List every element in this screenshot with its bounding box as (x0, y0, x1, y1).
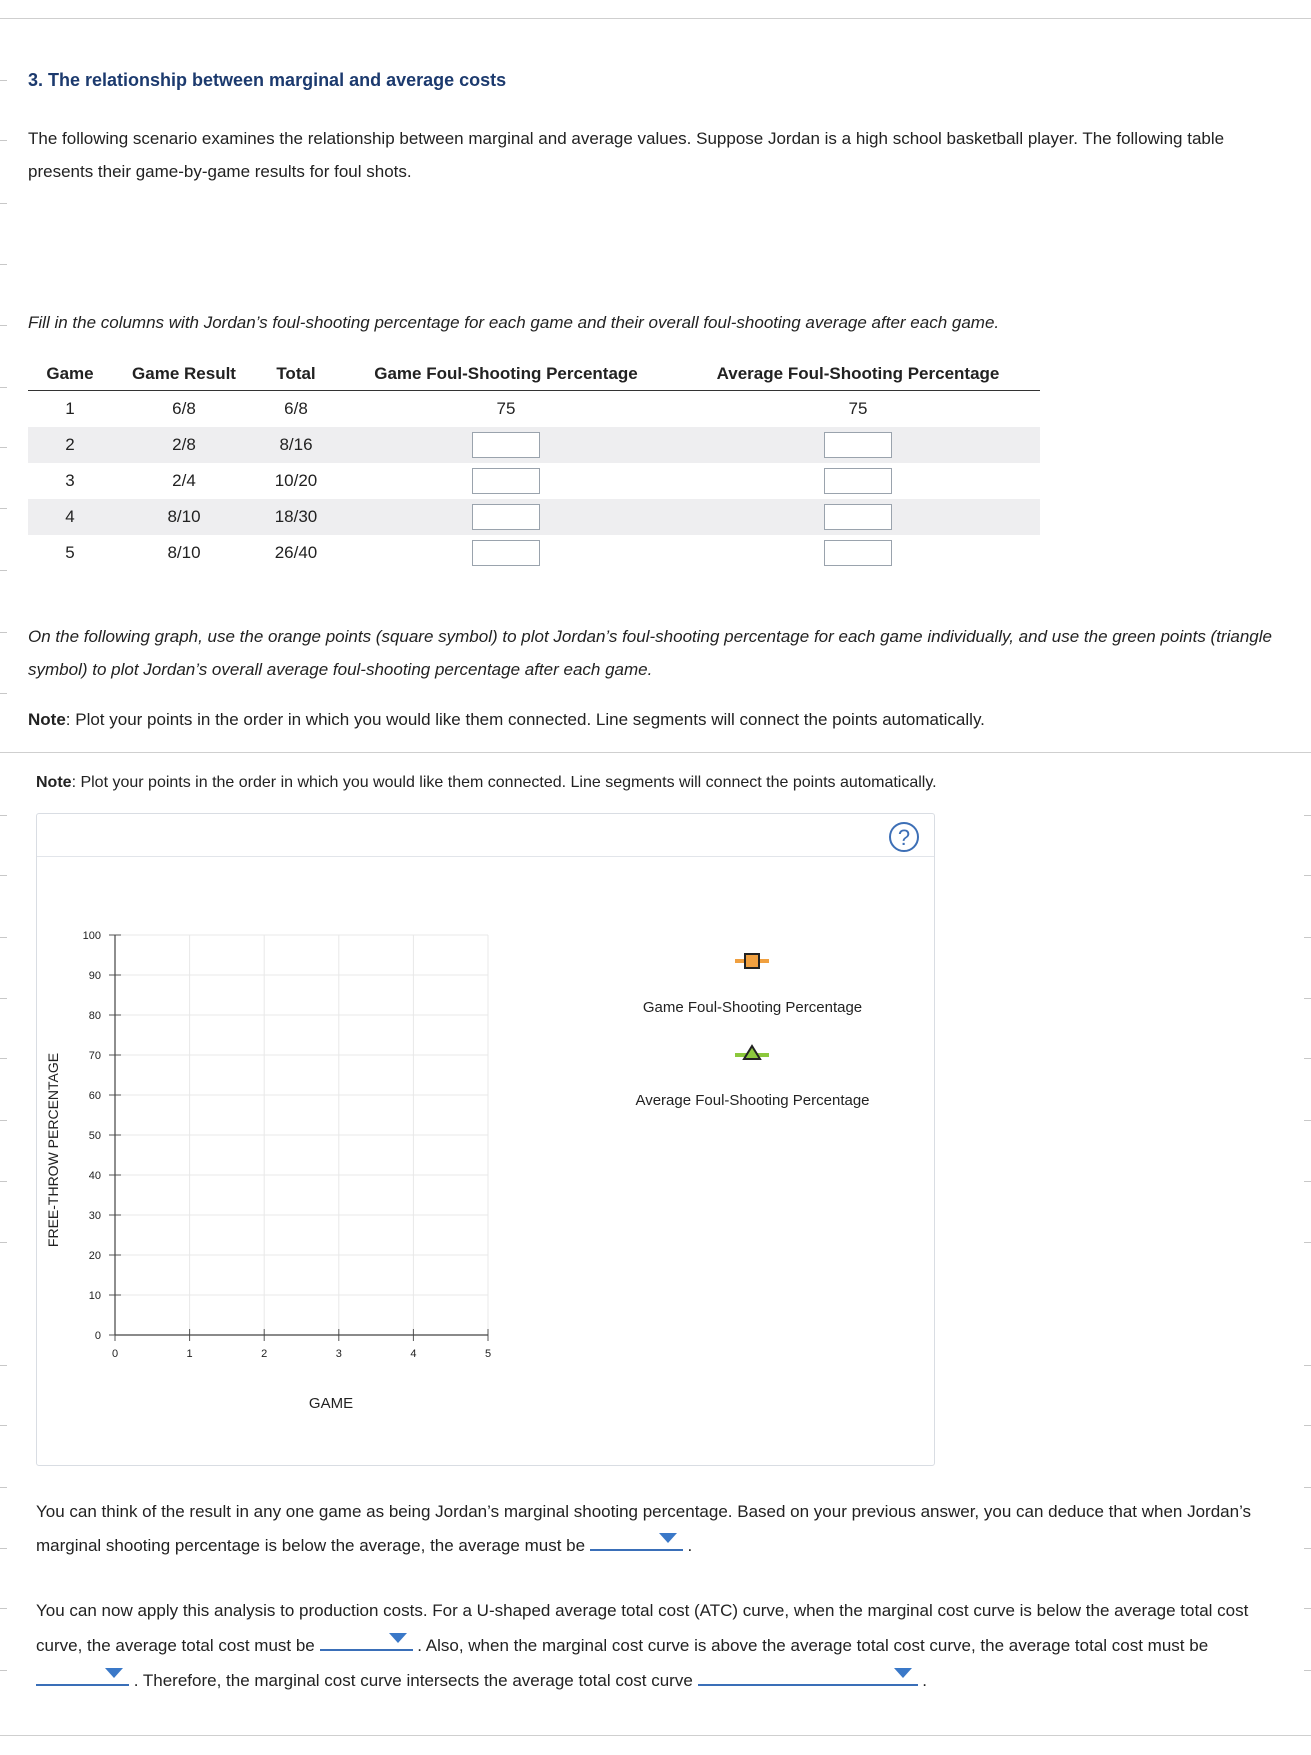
cell-game: 2 (28, 427, 112, 463)
y-tick-label: 0 (94, 1330, 101, 1342)
note-graph (36, 772, 1286, 794)
cell-avg-pct (676, 427, 1040, 463)
game-pct-input[interactable] (472, 540, 540, 566)
margin-tick (0, 1670, 7, 1671)
results-table (28, 358, 1040, 571)
table-row (28, 427, 1040, 463)
legend-game-pct-tool[interactable] (728, 948, 776, 978)
chart-area[interactable] (36, 880, 596, 1420)
triangle-icon (744, 1046, 760, 1059)
cell-result: 8/10 (167, 543, 201, 562)
margin-tick (0, 1548, 7, 1549)
margin-tick (1304, 998, 1311, 999)
cell-game-pct (336, 499, 676, 535)
y-axis-label: FREE-THROW PERCENTAGE (45, 1052, 61, 1248)
margin-tick (1304, 1487, 1311, 1488)
cell-avg-pct: 75 (848, 399, 868, 418)
margin-tick (1304, 1608, 1311, 1609)
table-header-row (28, 358, 1040, 391)
margin-tick (1304, 815, 1311, 816)
margin-tick (0, 1058, 7, 1059)
col-header-game: Game (28, 358, 112, 391)
cell-total: 8/16 (256, 427, 336, 463)
y-tick-label: 100 (82, 930, 101, 942)
margin-tick (1304, 1058, 1311, 1059)
question-2-text: You can now apply this analysis to production costs. For a U-shaped average total cost (ATC) curve, when the marginal cost curve is below the average total cost curve, the average total cost must be (36, 1601, 1249, 1655)
avg-pct-input[interactable] (824, 432, 892, 458)
cell-result: 8/10 (112, 499, 256, 535)
help-icon[interactable]: ? (889, 822, 919, 852)
x-tick-label: 5 (484, 1348, 492, 1360)
cell-result: 2/4 (172, 471, 196, 490)
question-1 (36, 1496, 1276, 1561)
cell-game-pct (336, 535, 676, 571)
margin-tick (1304, 875, 1311, 876)
chart-axes (109, 935, 488, 1341)
note-label: Note (28, 710, 66, 729)
dropdown-atc-below[interactable] (320, 1627, 413, 1651)
avg-pct-input[interactable] (824, 468, 892, 494)
table-instruction: Fill in the columns with Jordan’s foul-shooting percentage for each game and their overall foul-shooting average after each game. (28, 313, 1000, 332)
margin-tick (0, 387, 7, 388)
cell-avg-pct (676, 499, 1040, 535)
avg-pct-input[interactable] (824, 504, 892, 530)
table-row (28, 463, 1040, 499)
cell-avg-pct (676, 535, 1040, 571)
x-tick-label: 2 (261, 1348, 268, 1360)
intro-paragraph: The following scenario examines the relationship between marginal and average values. Suppose Jordan is a high school basketball player. The following table presents their game-by-game results for foul shots. (28, 129, 1225, 181)
question-2 (36, 1595, 1276, 1697)
game-pct-input[interactable] (472, 504, 540, 530)
square-icon (745, 954, 759, 968)
cell-avg-pct (676, 463, 1040, 499)
dropdown-average-direction[interactable] (590, 1527, 683, 1551)
top-divider (0, 18, 1311, 19)
margin-tick (0, 1242, 7, 1243)
y-tick-label: 60 (88, 1090, 101, 1102)
x-tick-label: 1 (186, 1348, 193, 1360)
y-tick-label: 70 (88, 1050, 101, 1062)
margin-tick (0, 1608, 7, 1609)
x-tick-label: 4 (410, 1348, 417, 1360)
margin-tick (0, 937, 7, 938)
cell-result: 6/8 (172, 399, 196, 418)
x-tick-label: 3 (335, 1348, 342, 1360)
chevron-down-icon (105, 1668, 123, 1678)
col-header-total: Total (256, 358, 336, 391)
margin-tick (0, 203, 7, 204)
y-tick-label: 20 (88, 1250, 101, 1262)
dropdown-atc-above[interactable] (36, 1662, 129, 1686)
y-tick-label: 40 (88, 1170, 101, 1182)
margin-tick (0, 325, 7, 326)
question-2-text-2: . Also, when the marginal cost curve is above the average total cost curve, the average total cost must be (417, 1636, 1209, 1655)
margin-tick (0, 998, 7, 999)
x-tick-labels (112, 1348, 491, 1360)
note-label: Note (36, 774, 72, 791)
y-tick-labels (83, 930, 101, 1342)
cell-game: 1 (65, 399, 75, 418)
margin-tick (1304, 1365, 1311, 1366)
graph-instruction: On the following graph, use the orange points (square symbol) to plot Jordan’s foul-shooting percentage for each game individually, and use the green points (triangle symbol) to plot Jordan’s overall average foul-shooting percentage after each game. (28, 627, 1272, 679)
cell-game: 5 (65, 543, 75, 562)
margin-tick (1304, 1425, 1311, 1426)
chevron-down-icon (389, 1633, 407, 1643)
margin-tick (0, 1120, 7, 1121)
legend-avg-pct-label: Average Foul-Shooting Percentage (635, 1092, 870, 1109)
margin-tick (0, 1425, 7, 1426)
col-header-game-result: Game Result (112, 358, 256, 391)
margin-tick (0, 80, 7, 81)
margin-tick (1304, 1181, 1311, 1182)
margin-tick (0, 508, 7, 509)
note-top (28, 703, 1298, 736)
margin-tick (0, 264, 7, 265)
cell-total: 6/8 (284, 399, 308, 418)
note-text: : Plot your points in the order in which you would like them connected. Line segments will connect the points automatically. (71, 774, 937, 791)
margin-tick (0, 693, 7, 694)
col-header-avg-pct: Average Foul-Shooting Percentage (676, 358, 1040, 391)
y-tick-label: 10 (88, 1290, 101, 1302)
margin-tick (0, 632, 7, 633)
game-pct-input[interactable] (472, 432, 540, 458)
game-pct-input[interactable] (472, 468, 540, 494)
cell-game: 3 (65, 471, 75, 490)
margin-tick (0, 570, 7, 571)
legend-avg-pct-tool[interactable] (728, 1040, 776, 1070)
margin-tick (0, 1365, 7, 1366)
x-tick-label: 0 (111, 1348, 119, 1360)
chevron-down-icon (659, 1533, 677, 1543)
question-2-text-3: . Therefore, the marginal cost curve intersects the average total cost curve (133, 1671, 693, 1690)
margin-tick (1304, 1548, 1311, 1549)
margin-tick (0, 1487, 7, 1488)
margin-tick (0, 875, 7, 876)
cell-total: 26/40 (274, 543, 318, 562)
margin-tick (1304, 937, 1311, 938)
graph-toolbar-divider (37, 856, 934, 857)
dropdown-intersection[interactable] (698, 1662, 918, 1686)
x-axis-label: GAME (308, 1395, 354, 1412)
chevron-down-icon (894, 1668, 912, 1678)
note-text: : Plot your points in the order in which you would like them connected. Line segments will connect the points automatically. (65, 710, 985, 729)
table-row (28, 535, 1040, 571)
margin-tick (1304, 1670, 1311, 1671)
avg-pct-input[interactable] (824, 540, 892, 566)
cell-result: 2/8 (112, 427, 256, 463)
y-tick-label: 50 (88, 1130, 101, 1142)
col-header-game-pct: Game Foul-Shooting Percentage (336, 358, 676, 391)
y-tick-label: 90 (88, 970, 101, 982)
y-tick-label: 30 (88, 1210, 101, 1222)
cell-game: 4 (28, 499, 112, 535)
margin-tick (0, 1181, 7, 1182)
margin-tick (1304, 1242, 1311, 1243)
chart-grid (115, 935, 488, 1335)
cell-total: 18/30 (256, 499, 336, 535)
section-divider (0, 752, 1311, 753)
cell-game-pct (336, 463, 676, 499)
cell-game-pct (336, 427, 676, 463)
margin-tick (1304, 1120, 1311, 1121)
section-title: 3. The relationship between marginal and average costs (28, 70, 507, 90)
margin-tick (0, 815, 7, 816)
table-row (28, 499, 1040, 535)
table-row (28, 391, 1040, 428)
y-tick-label: 80 (88, 1010, 101, 1022)
legend-game-pct-label: Game Foul-Shooting Percentage (642, 999, 863, 1016)
cell-total: 10/20 (274, 471, 318, 490)
question-2-end: . (922, 1671, 928, 1690)
margin-tick (0, 447, 7, 448)
margin-tick (0, 140, 7, 141)
cell-game-pct: 75 (496, 399, 516, 418)
question-1-text: You can think of the result in any one game as being Jordan’s marginal shooting percentage. Based on your previous answer, you can deduce that when Jordan’s marginal shooting percentage is below the average, the average must be (36, 1502, 1252, 1555)
question-1-end: . (687, 1536, 693, 1555)
bottom-divider (0, 1735, 1311, 1736)
